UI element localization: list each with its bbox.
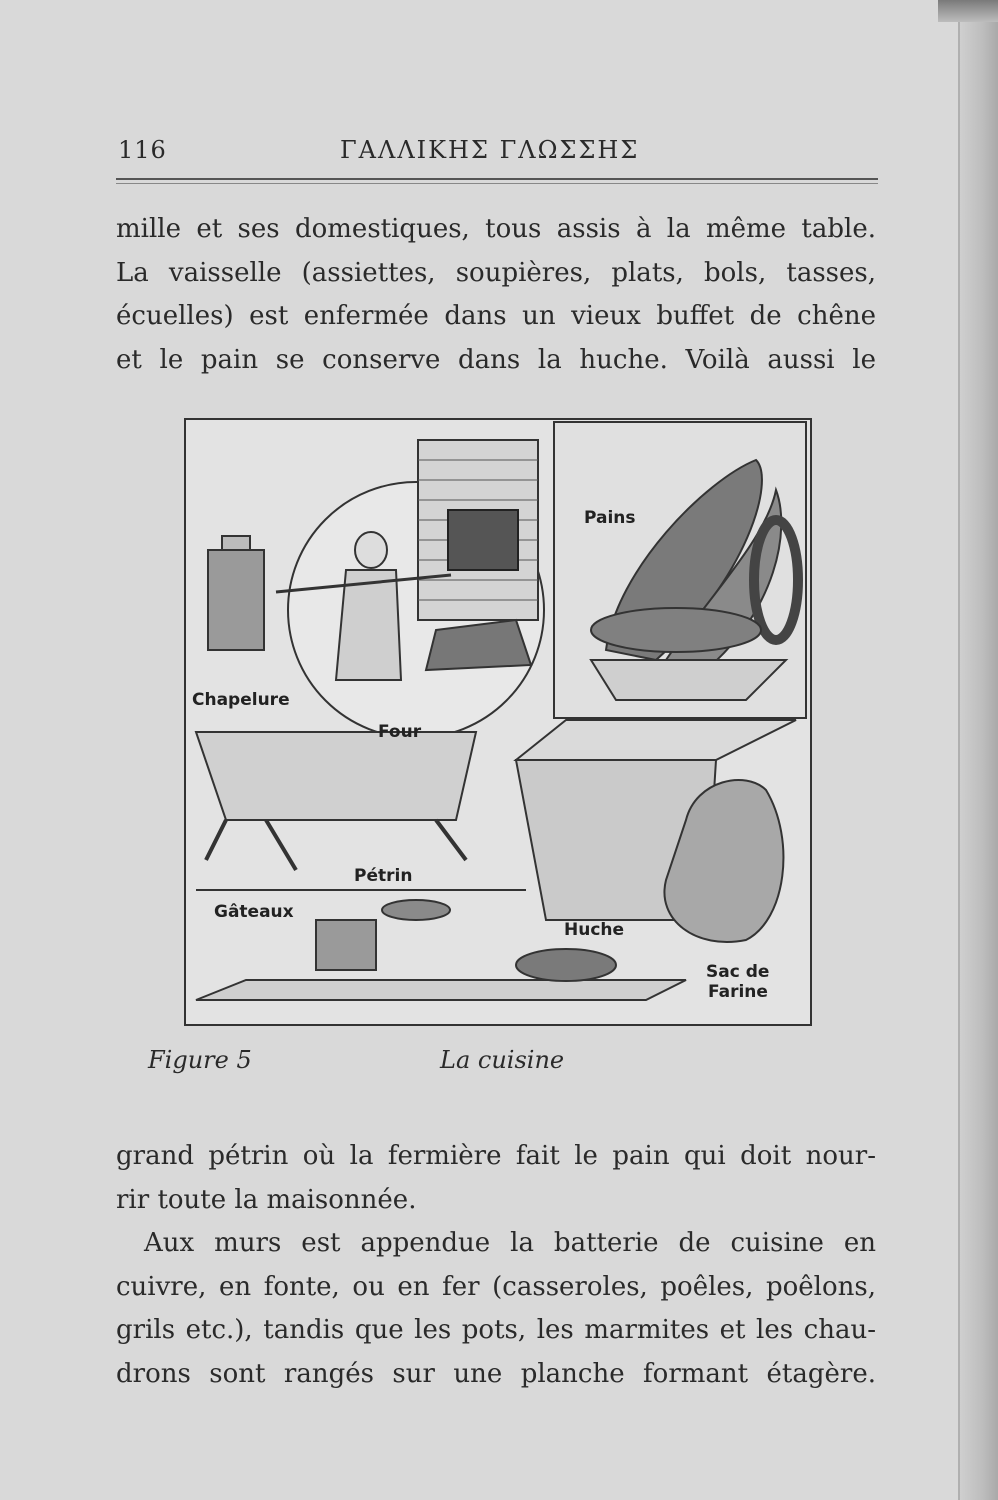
- text-line: La vaisselle (assiettes, soupières, plats, bols, tasses,: [116, 257, 876, 288]
- page-header: [118, 136, 878, 170]
- text-line: Aux murs est appendue la batterie de cuisine en: [144, 1228, 876, 1258]
- label-four: Four: [378, 722, 422, 742]
- book-page-edge-shadow: [938, 0, 998, 22]
- label-huche: Huche: [564, 920, 625, 940]
- running-title: ΓΑΛΛΙΚΗΣ ΓΛΩΣΣΗΣ: [340, 136, 640, 164]
- chapelure-jar: [208, 550, 264, 650]
- text-line: grils etc.), tandis que les pots, les marmites et les chau-: [116, 1315, 876, 1345]
- text-line: cuivre, en fonte, ou en fer (casseroles, poêles, poêlons,: [116, 1271, 876, 1302]
- header-rule: [116, 178, 878, 180]
- figure-title: La cuisine: [440, 1046, 565, 1074]
- oven-mouth: [448, 510, 518, 570]
- jar-lid: [222, 536, 250, 550]
- label-petrin: Pétrin: [354, 866, 413, 886]
- figure-number: Figure 5: [148, 1046, 252, 1074]
- text-line: et le pain se conserve dans la huche. Voilà aussi le: [116, 344, 876, 375]
- label-pains: Pains: [584, 508, 636, 528]
- petrin-trough: [196, 732, 476, 820]
- label-farine: Farine: [708, 982, 768, 1002]
- baker-head: [355, 532, 387, 568]
- header-rule-thin: [116, 183, 878, 184]
- label-chapelure: Chapelure: [192, 690, 290, 710]
- label-sac: Sac de: [706, 962, 770, 982]
- text-line: drons sont rangés sur une planche formant étagère.: [116, 1358, 876, 1389]
- gateaux-table: [196, 980, 686, 1000]
- book-page-edge: [958, 0, 998, 1500]
- top-paragraph: [116, 208, 876, 382]
- huche-lid: [516, 720, 796, 760]
- cake-tart: [516, 949, 616, 981]
- bottom-paragraphs: [116, 1135, 876, 1396]
- kitchen-illustration: [184, 418, 812, 1026]
- bread-flat: [591, 608, 761, 652]
- text-line: rir toute la maisonnée.: [116, 1184, 417, 1215]
- text-line: mille et ses domestiques, tous assis à la même table.: [116, 214, 876, 244]
- text-line: écuelles) est enfermée dans un vieux buffet de chêne: [116, 301, 876, 331]
- text-line: grand pétrin où la fermière fait le pain qui doit nour-: [116, 1141, 876, 1171]
- kitchen-drawing: [186, 420, 810, 1024]
- page-number: 116: [118, 136, 167, 164]
- scale-pan: [382, 900, 450, 920]
- label-gateaux: Gâteaux: [214, 902, 294, 922]
- cake-mold: [316, 920, 376, 970]
